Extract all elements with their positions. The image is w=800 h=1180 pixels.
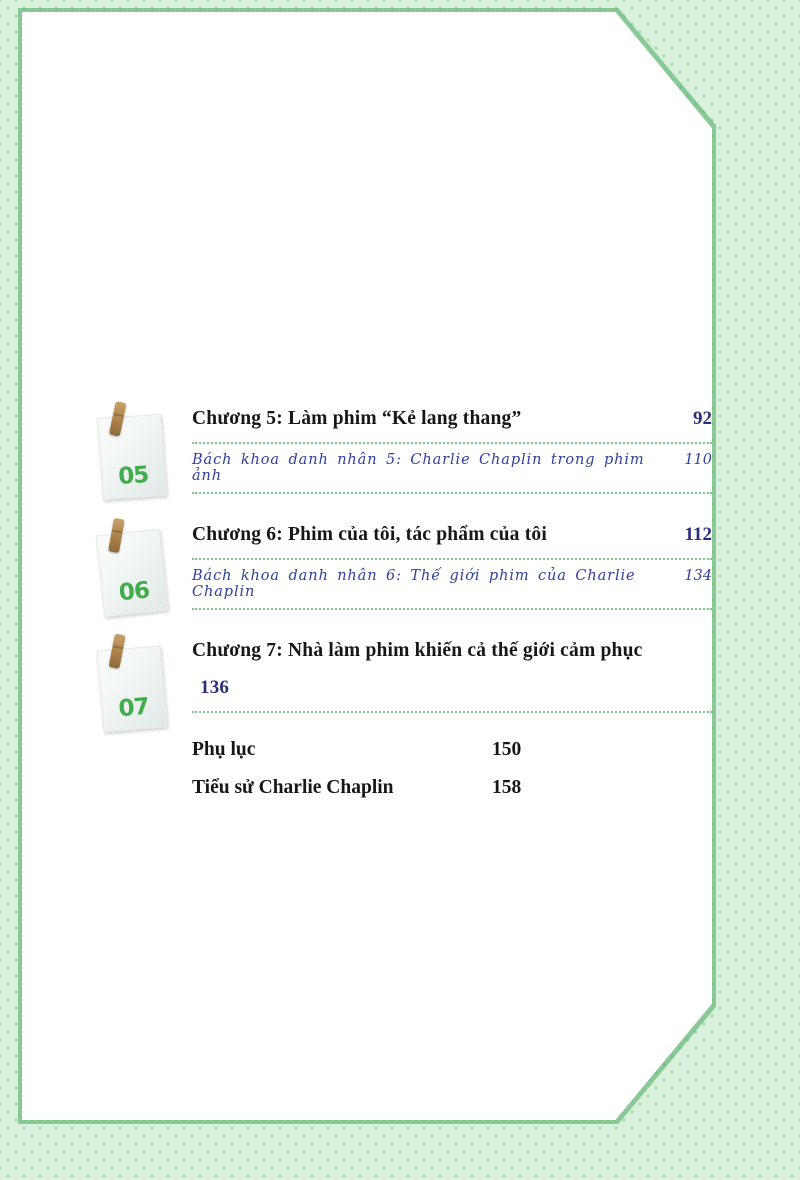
dotted-rule: [192, 558, 712, 560]
clothespin-icon: [108, 518, 125, 553]
appendix-title: Tiểu sử Charlie Chaplin: [192, 776, 394, 798]
chapter-title: Chương 6: Phim của tôi, tác phẩm của tôi: [192, 524, 547, 546]
chapter-page-number: [192, 673, 229, 703]
chapter-title: Chương 7: Nhà làm phim khiến cả thế giới cảm phục: [192, 640, 643, 662]
dotted-rule: [192, 492, 712, 494]
chapter-page-number: 92: [693, 408, 712, 429]
chapter-page-value: 136: [200, 676, 230, 698]
chapter-row[interactable]: [192, 520, 712, 556]
chapter-page-number: 112: [684, 524, 712, 546]
toc-entry-lines: [192, 520, 712, 610]
subsection-page-number: 134: [684, 568, 712, 585]
note-number: 05: [117, 461, 150, 490]
dotted-rule: [192, 442, 712, 444]
subsection-row[interactable]: [192, 568, 712, 606]
table-of-contents: [92, 404, 712, 815]
clothespin-icon: [109, 634, 126, 669]
toc-entry-lines: [192, 404, 712, 494]
appendix-title: Phụ lục: [192, 738, 256, 760]
chapter-row-continued[interactable]: [192, 673, 712, 709]
appendix-page-number: 158: [492, 776, 522, 798]
appendix-page-number: 150: [492, 738, 522, 760]
list-item[interactable]: [192, 739, 712, 761]
dotted-rule: [192, 608, 712, 610]
subsection-page-number: 110: [684, 452, 712, 469]
subsection-title: Bách khoa danh nhân 6: Thế giới phim của Charlie Chaplin: [192, 568, 636, 601]
paper-note-card: [97, 414, 167, 500]
list-item[interactable]: [192, 777, 712, 799]
chapter-row[interactable]: [192, 636, 712, 672]
chapter-row[interactable]: [192, 404, 712, 440]
dotted-rule: [192, 711, 712, 713]
toc-entry-lines: [192, 636, 712, 712]
note-number: 06: [117, 577, 151, 607]
appendix-list: [192, 739, 712, 799]
clothespin-icon: [109, 401, 127, 437]
chapter-title: Chương 5: Làm phim “Kẻ lang thang”: [192, 408, 522, 429]
toc-entry: [92, 520, 712, 610]
paper-note-card: [96, 529, 168, 617]
subsection-row[interactable]: [192, 452, 712, 490]
toc-entry: [92, 404, 712, 494]
toc-entry: [92, 636, 712, 723]
subsection-title: Bách khoa danh nhân 5: Charlie Chaplin trong phim ảnh: [192, 452, 645, 485]
paper-note-card: [97, 646, 168, 733]
note-number: 07: [117, 694, 150, 723]
